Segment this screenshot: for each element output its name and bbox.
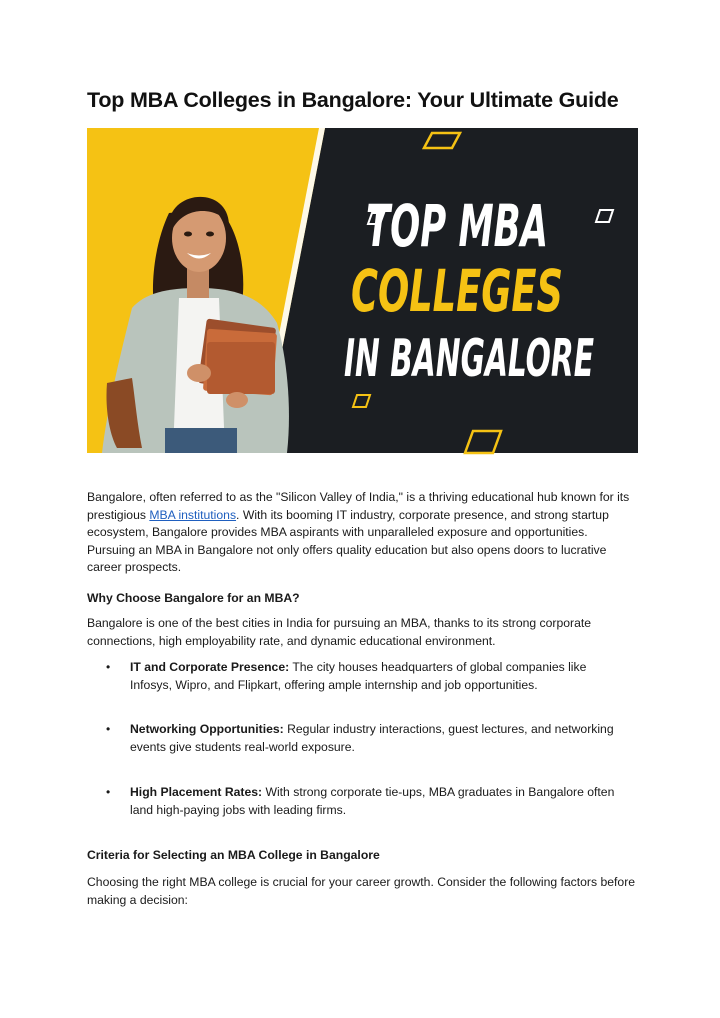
intro-paragraph: Bangalore, often referred to as the "Silicon Valley of India," is a thriving educational hub known for its prestigious MBA institutions. With its booming IT industry, corporate presence, and strong startup ecosystem, Bangalore provides MBA aspirants with unparalleled exposure and opportunities. Pursuing an MBA in Bangalore not only offers quality education but also opens doors to lucrative career prospects. [87, 490, 630, 575]
bullet-dot-icon: • [106, 785, 111, 799]
why-choose-paragraph: Bangalore is one of the best cities in India for pursuing an MBA, thanks to its strong corporate connections, high employability rate, and dynamic educational environment. [87, 616, 592, 648]
mba-institutions-link[interactable]: MBA institutions [149, 507, 237, 522]
criteria-heading: Criteria for Selecting an MBA College in Bangalore [87, 848, 380, 862]
why-choose-heading: Why Choose Bangalore for an MBA? [87, 591, 300, 605]
banner-line-3: IN BANGALORE [344, 329, 595, 389]
list-item: • IT and Corporate Presence: The city houses headquarters of global companies like Infosys, Wipro, and Flipkart, offering ample internship and job opportunities. [106, 660, 587, 692]
hero-banner-image [87, 128, 638, 453]
list-item: • Networking Opportunities: Regular industry interactions, guest lectures, and networking events give students real-world exposure. [106, 722, 614, 754]
banner-line-1: TOP MBA [366, 192, 548, 260]
banner-line-2: COLLEGES [351, 257, 563, 325]
criteria-paragraph: Choosing the right MBA college is crucial for your career growth. Consider the following factors before making a decision: [87, 875, 636, 907]
list-item: • High Placement Rates: With strong corporate tie-ups, MBA graduates in Bangalore often land high-paying jobs with leading firms. [106, 785, 615, 817]
bullet-dot-icon: • [106, 660, 111, 674]
page-title: Top MBA Colleges in Bangalore: Your Ultimate Guide [87, 88, 619, 112]
bullet-dot-icon: • [106, 722, 111, 736]
banner-graphic [87, 128, 638, 453]
